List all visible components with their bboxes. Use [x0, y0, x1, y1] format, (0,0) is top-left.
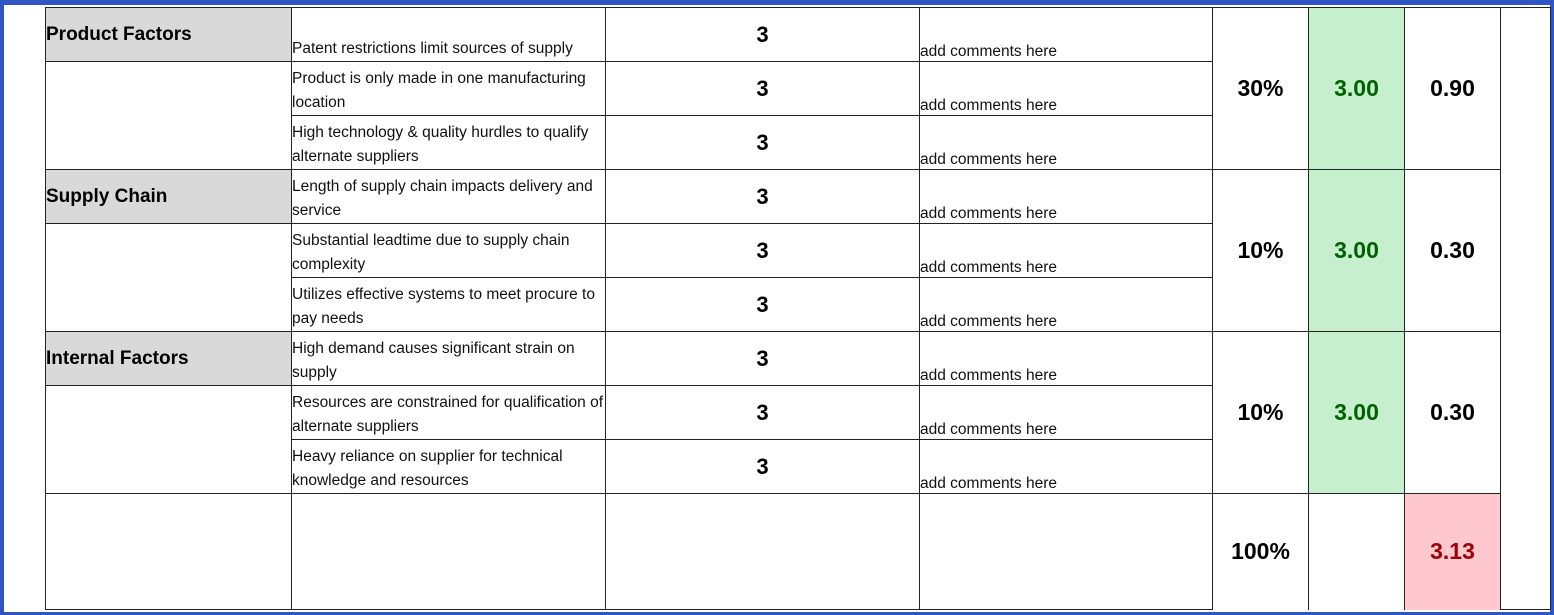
score-cell[interactable]: 3 [606, 62, 920, 116]
comment-cell[interactable]: add comments here [920, 224, 1213, 278]
comment-cell[interactable]: add comments here [920, 440, 1213, 494]
score-cell[interactable]: 3 [606, 224, 920, 278]
factor-cell[interactable]: Heavy reliance on supplier for technical knowledge and resources [292, 440, 606, 494]
category-label[interactable]: Internal Factors [46, 332, 292, 386]
category-blank-cell[interactable] [46, 62, 292, 170]
category-blank-cell[interactable] [46, 386, 292, 494]
weighted-score-cell[interactable]: 0.30 [1405, 170, 1501, 332]
score-cell[interactable]: 3 [606, 8, 920, 62]
empty-column[interactable] [1501, 8, 1551, 610]
score-cell[interactable]: 3 [606, 278, 920, 332]
score-cell[interactable]: 3 [606, 440, 920, 494]
totals-blank-cell[interactable] [292, 494, 606, 610]
score-cell[interactable]: 3 [606, 386, 920, 440]
comment-cell[interactable]: add comments here [920, 386, 1213, 440]
factor-cell[interactable]: Patent restrictions limit sources of supply [292, 8, 606, 62]
weighted-score-cell[interactable]: 0.30 [1405, 332, 1501, 494]
factor-cell[interactable]: Resources are constrained for qualification of alternate suppliers [292, 386, 606, 440]
total-score-cell[interactable]: 3.13 [1405, 494, 1501, 610]
category-label[interactable]: Supply Chain [46, 170, 292, 224]
comment-cell[interactable]: add comments here [920, 116, 1213, 170]
totals-blank-cell[interactable] [46, 494, 292, 610]
table-row [46, 170, 1551, 224]
weight-cell[interactable]: 10% [1213, 332, 1309, 494]
weight-cell[interactable]: 10% [1213, 170, 1309, 332]
table-row [46, 332, 1551, 386]
totals-row [46, 494, 1551, 610]
factor-cell[interactable]: Length of supply chain impacts delivery and service [292, 170, 606, 224]
factor-cell[interactable]: Product is only made in one manufacturing location [292, 62, 606, 116]
factor-cell[interactable]: Substantial leadtime due to supply chain complexity [292, 224, 606, 278]
totals-blank-cell[interactable] [1309, 494, 1405, 610]
factor-cell[interactable]: Utilizes effective systems to meet procure to pay needs [292, 278, 606, 332]
average-score-cell[interactable]: 3.00 [1309, 170, 1405, 332]
comment-cell[interactable]: add comments here [920, 170, 1213, 224]
totals-blank-cell[interactable] [606, 494, 920, 610]
comment-cell[interactable]: add comments here [920, 332, 1213, 386]
risk-assessment-table [45, 7, 1551, 610]
comment-cell[interactable]: add comments here [920, 8, 1213, 62]
table-row [46, 8, 1551, 62]
average-score-cell[interactable]: 3.00 [1309, 332, 1405, 494]
score-cell[interactable]: 3 [606, 116, 920, 170]
factor-cell[interactable]: High demand causes significant strain on supply [292, 332, 606, 386]
weight-cell[interactable]: 30% [1213, 8, 1309, 170]
weighted-score-cell[interactable]: 0.90 [1405, 8, 1501, 170]
score-cell[interactable]: 3 [606, 170, 920, 224]
comment-cell[interactable]: add comments here [920, 278, 1213, 332]
score-cell[interactable]: 3 [606, 332, 920, 386]
totals-blank-cell[interactable] [920, 494, 1213, 610]
total-weight-cell[interactable]: 100% [1213, 494, 1309, 610]
category-blank-cell[interactable] [46, 224, 292, 332]
category-label[interactable]: Product Factors [46, 8, 292, 62]
comment-cell[interactable]: add comments here [920, 62, 1213, 116]
factor-cell[interactable]: High technology & quality hurdles to qualify alternate suppliers [292, 116, 606, 170]
average-score-cell[interactable]: 3.00 [1309, 8, 1405, 170]
